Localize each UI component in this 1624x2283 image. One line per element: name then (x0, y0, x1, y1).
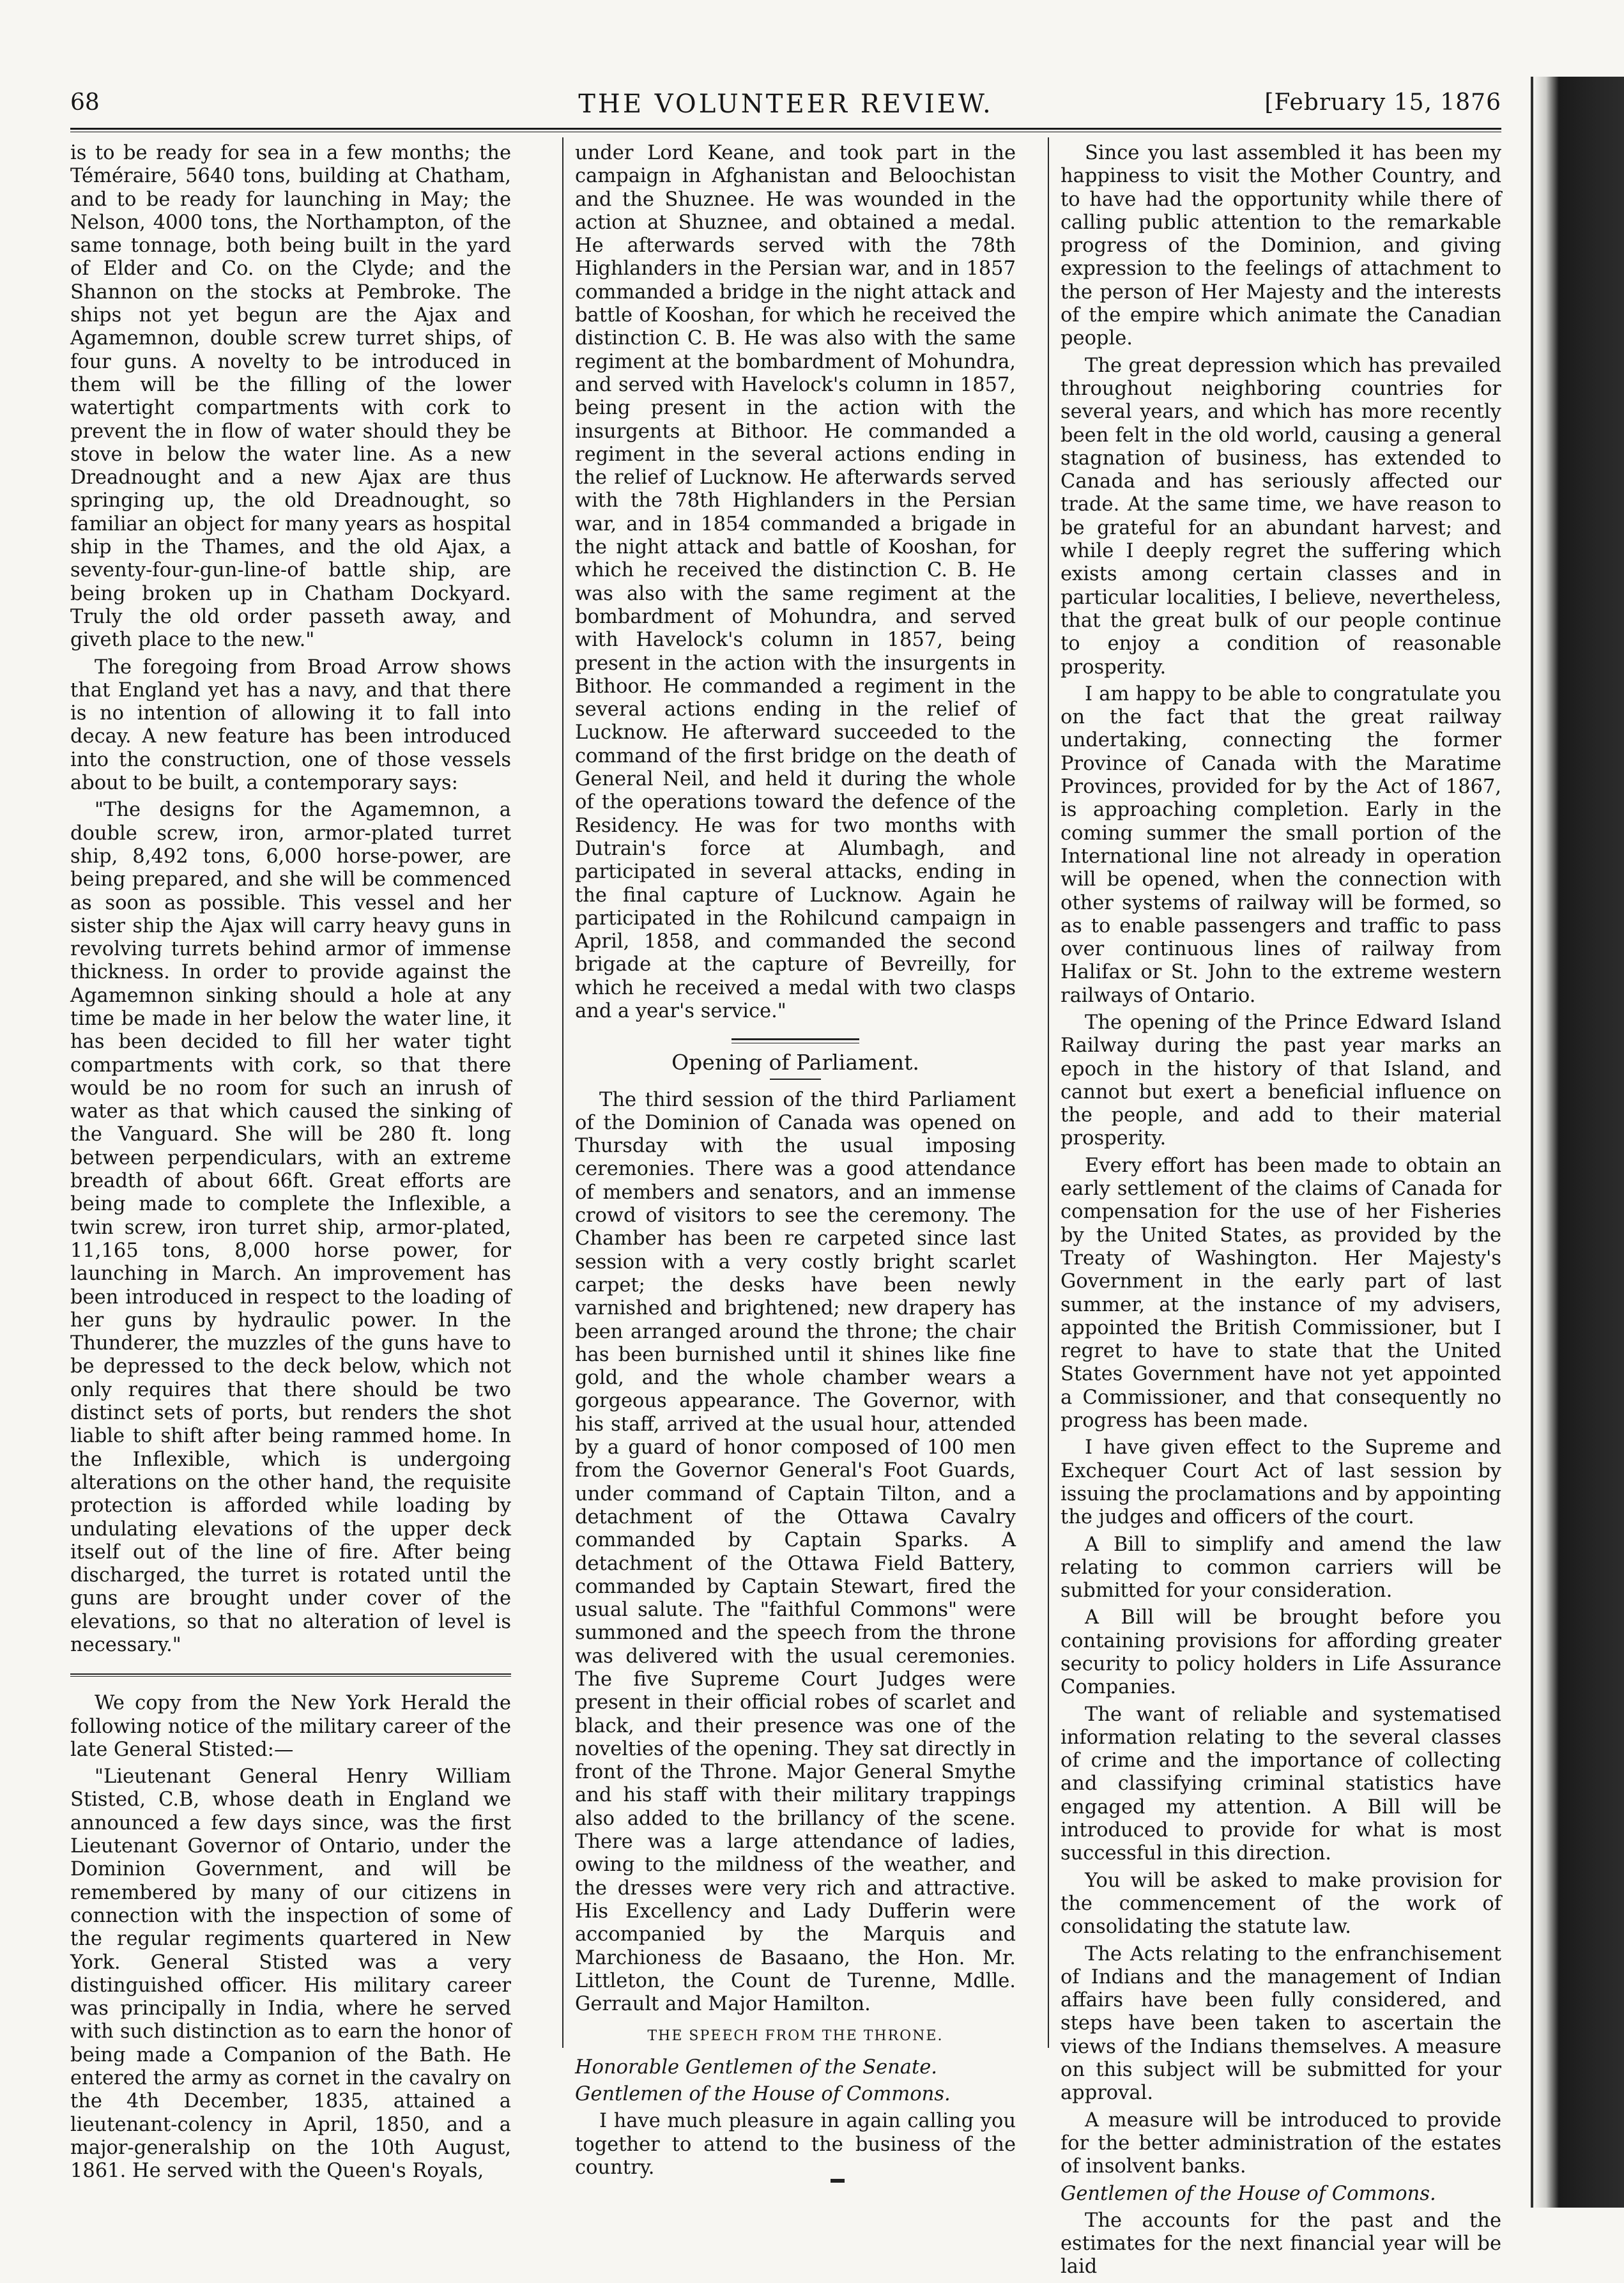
paragraph: A measure will be introduced to provide for the better administration of the estates of insolvent banks. (1061, 2109, 1501, 2178)
column-3 (1061, 142, 1501, 2283)
paragraph: under Lord Keane, and took part in the campaign in Afghanistan and Beloochistan and the Shuznee. He was wounded in the action at Shuznee, and obtained a medal. He afterwards served with the 78th Highlanders in the Persian war, and in 1857 commanded a bridge in the night attack and battle of Kooshan, for which he received the distinction C. B. He was also with the same regiment at the bombardment of Mohundra, and served with Havelock's column in 1857, being present in the action with the insurgents at Bithoor. He commanded a regiment in the several actions ending in the relief of Lucknow. He afterwards served with the 78th Highlanders in the Persian war, and in 1854 commanded a brigade in the night attack and battle of Kooshan, for which he received the distinction C. B. He was also with the same regiment at the bombardment of Mohundra, and served with Havelock's column in 1857, being present in the action with the insurgents in Bithoor. He commanded a regiment in the several actions ending in the relief of Lucknow. He afterward succeeded to the command of the first bridge on the death of General Neil, and held it during the whole of the operations toward the defence of the Residency. He was for two months with Dutrain's force at Alumbagh, and participated in several attacks, ending in the final capture of Lucknow. Again he participated in the Rohilcund campaign in April, 1858, and commanded the second brigade at the capture of Bevreilly, for which he received a medal with two clasps and a year's service." (575, 142, 1016, 1022)
paragraph: We copy from the New York Herald the following notice of the military career of the late General Stisted:— (70, 1692, 511, 1761)
section-rule (732, 1038, 859, 1043)
paragraph: The Acts relating to the enfranchisement of Indians and the management of Indian affairs have been fully considered, and steps have been taken to ascertain the views of the Indians themselves. A measure on this subject will be submitted for your approval. (1061, 1942, 1501, 2105)
publication-title: THE VOLUNTEER REVIEW. (578, 89, 993, 119)
quoted-paragraph: "The designs for the Agamemnon, a double screw, iron, armor-plated turret ship, 8,492 tons, 6,000 horse-power, are being prepared, and she will be commenced as soon as possible. This vessel and her sister ship the Ajax will carry heavy guns in revolving turrets behind armor of immense thickness. In order to provide against the Agamemnon sinking should a hole at any time be made in her below the water line, it has been decided to fill her water tight compartments with cork, so that there would be no room for such an inrush of water as that which caused the sinking of the Vanguard. She will be 280 ft. long between perpendiculars, with an extreme breadth of about 66ft. Great efforts are being made to complete the Inflexible, a twin screw, iron turret ship, armor-plated, 11,165 tons, 8,000 horse power, for launching in March. An improvement has been introduced in respect to the loading of her guns by hydraulic power. In the Thunderer, the muzzles of the guns have to be depressed to the deck below, which not only requires that there should be two distinct sets of ports, but renders the shot liable to shift after being rammed home. In the Inflexible, which is undergoing alterations on the other hand, the requisite protection is afforded while loading by undulating elevations of the upper deck itself out of the line of fire. After being discharged, the turret is rotated until the guns are brought under cover of the elevations, so that no alteration of level is necessary." (70, 799, 511, 1656)
salutation: Gentlemen of the House of Commons. (1061, 2182, 1436, 2205)
section-rule (70, 1673, 511, 1675)
issue-date: [February 15, 1876 (1264, 89, 1501, 116)
paragraph: The great depression which has prevailed throughout neighboring countries for several years, and which has more recently been felt in the old world, causing a general stagnation of business, has extended to Canada and has seriously affected our trade. At the same time, we have reason to be grateful for an abundant harvest; and while I deeply regret the suffering which exists among certain classes and in particular localities, I believe, nevertheless, that the great bulk of our people continue to enjoy a condition of reasonable prosperity. (1061, 354, 1501, 679)
paragraph: Since you last assembled it has been my happiness to visit the Mother Country, and to have had the opportunity while there of calling public attention to the remarkable progress of the Dominion, and giving expression to the feelings of attachment to the person of Her Majesty and the interests of the empire which animate the Canadian people. (1061, 142, 1501, 350)
section-rule-thin (70, 1676, 511, 1677)
article-heading: Opening of Parliament. (671, 1050, 919, 1075)
paragraph: The accounts for the past and the estimates for the next financial year will be laid (1061, 2209, 1501, 2279)
paragraph: You will be asked to make provision for the commencement of the work of consolidating the statute law. (1061, 1869, 1501, 1939)
paragraph: I have given effect to the Supreme and Exchequer Court Act of last session by issuing the proclamations and by appointing the judges and officers of the court. (1061, 1436, 1501, 1529)
header-rule (70, 128, 1501, 130)
salutation: Honorable Gentlemen of the Senate. (575, 2056, 937, 2079)
page-header (70, 89, 1501, 128)
page-mark (831, 2179, 845, 2183)
column-2 (575, 142, 1016, 2183)
page-number: 68 (70, 89, 100, 116)
paragraph: is to be ready for sea in a few months; the Téméraire, 5640 tons, building at Chatham, and to be ready for launching in May; the Nelson, 4000 tons, the Northampton, of the same tonnage, both being built in the yard of Elder and Co. on the Clyde; and the Shannon on the stocks at Pembroke. The ships not yet begun are the Ajax and Agamemnon, double screw turret ships, of four guns. A novelty to be introduced in them will be the filling of the lower watertight compartments with cork to prevent the in flow of water should they be stove in below the water line. As a new Dreadnought and a new Ajax are thus springing up, the old Dreadnought, so familiar an object for many years as hospital ship in the Thames, and the old Ajax, a seventy-four-gun-line-of battle ship, are being broken up in Chatham Dockyard. Truly the old order passeth away, and giveth place to the new." (70, 142, 511, 652)
sub-heading: THE SPEECH FROM THE THRONE. (647, 2028, 944, 2045)
paragraph: The want of reliable and systematised information relating to the several classes of crime and the importance of collecting and classifying criminal statistics have engaged my attention. A Bill will be introduced to provide for what is most successful in this direction. (1061, 1703, 1501, 1865)
paragraph: The foregoing from Broad Arrow shows that England yet has a navy, and that there is no intention of allowing it to fall into decay. A new feature has been introduced into the construction, one of those vessels about to be built, a contemporary says: (70, 656, 511, 795)
heading-rule (770, 1079, 821, 1080)
quoted-paragraph: "Lieutenant General Henry William Stisted, C.B, whose death in England we announced a few days since, was the first Lieutenant Governor of Ontario, under the Dominion Government, and will be remembered by many of our citizens in connection with the inspection of some of the regular regiments quartered in New York. General Stisted was a very distinguished officer. His military career was principally in India, where he served with such distinction as to earn the honor of being made a Companion of the Bath. He entered the army as cornet in the cavalry on the 4th December, 1835, attained a lieutenant-colency in April, 1850, and a major-generalship on the 10th August, 1861. He served with the Queen's Royals, (70, 1765, 511, 2183)
paragraph: Every effort has been made to obtain an early settlement of the claims of Canada for compensation for the use of her Fisheries by the United States, as provided by the Treaty of Washington. Her Majesty's Government in the early part of last summer, at the instance of my advisers, appointed the British Commissioner, but I regret to have to state that the United States Government have not yet appointed a Commissioner, and that consequently no progress has been made. (1061, 1154, 1501, 1433)
salutation: Gentlemen of the House of Commons. (575, 2083, 951, 2106)
column-1 (70, 142, 511, 2187)
column-divider (562, 137, 563, 2048)
paragraph: The opening of the Prince Edward Island Railway during the past year marks an epoch in the history of that Island, and cannot but exert a beneficial influence on the people, and add to their material prosperity. (1061, 1011, 1501, 1150)
column-divider (1048, 137, 1049, 2048)
paragraph: The third session of the third Parliament of the Dominion of Canada was opened on Thursday with the usual imposing ceremonies. There was a good attendance of members and senators, and an immense crowd of visitors to see the ceremony. The Chamber has been re carpeted since last session with a very costly bright scarlet carpet; the desks have been newly varnished and brightened; new drapery has been arranged around the throne; the chair has been burnished until it shines like fine gold, and the whole chamber wears a gorgeous appearance. The Governor, with his staff, arrived at the usual hour, attended by a guard of honor composed of 100 men from the Governor General's Foot Guards, under command of Captain Tilton, and a detachment of the Ottawa Cavalry commanded by Captain Sparks. A detachment of the Ottawa Field Battery, commanded by Captain Stewart, fired the usual salute. The "faithful Commons" were summoned and the speech from the throne was delivered with the usual ceremonies. The five Supreme Court Judges were present in their official robes of scarlet and black, and their presence was one of the novelties of the opening. They sat directly in front of the Throne. Major General Smythe and his staff with their military trappings also added to the brillancy of the scene. There was a large attendance of ladies, owing to the mildness of the weather, and the dresses were very rich and attractive. His Excellency and Lady Dufferin were accompanied by the Marquis and Marchioness de Basaano, the Hon. Mr. Littleton, the Count de Turenne, Mdlle. Gerrault and Major Hamilton. (575, 1088, 1016, 2016)
paragraph: I have much pleasure in again calling you together to attend to the business of the country. (575, 2110, 1016, 2179)
paragraph: A Bill will be brought before you containing provisions for affording greater security to policy holders in Life Assurance Companies. (1061, 1606, 1501, 1699)
paragraph: I am happy to be able to congratulate you on the fact that the great railway undertaking, connecting the former Province of Canada with the Maratime Provinces, provided for by the Act of 1867, is approaching completion. Early in the coming summer the small portion of the International line not already in operation will be opened, when the connection with other systems of railway will be formed, so as to enable passengers and traffic to pass over continuous lines of railway from Halifax or St. John to the extreme western railways of Ontario. (1061, 682, 1501, 1007)
paragraph: A Bill to simplify and amend the law relating to common carriers will be submitted for your consideration. (1061, 1533, 1501, 1603)
scan-binding-edge (1533, 77, 1624, 2208)
